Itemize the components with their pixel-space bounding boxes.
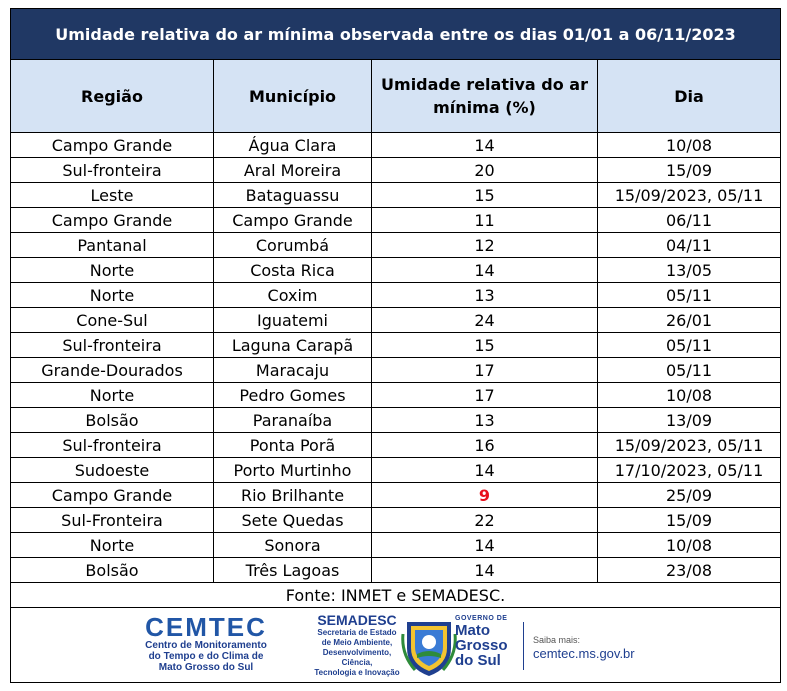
header-regiao: Região	[11, 60, 214, 133]
dia-cell: 13/09	[598, 408, 781, 433]
dia-cell: 26/01	[598, 308, 781, 333]
regiao-cell: Campo Grande	[11, 483, 214, 508]
header-umidade-line2: mínima (%)	[433, 98, 536, 117]
cemtec-name: CEMTEC	[145, 612, 267, 642]
dia-cell: 13/05	[598, 258, 781, 283]
table-row	[11, 233, 781, 258]
municipio-cell: Corumbá	[214, 233, 372, 258]
semadesc-line1: Secretaria de Estado	[317, 628, 397, 637]
municipio-cell: Campo Grande	[214, 208, 372, 233]
umidade-cell: 22	[372, 508, 598, 533]
table-row	[11, 508, 781, 533]
site-url[interactable]: cemtec.ms.gov.br	[533, 646, 635, 661]
umidade-cell: 14	[372, 533, 598, 558]
umidade-cell: 14	[372, 258, 598, 283]
semadesc-line4: Tecnologia e Inovação	[314, 668, 400, 677]
umidade-cell: 12	[372, 233, 598, 258]
regiao-cell: Sudoeste	[11, 458, 214, 483]
dia-cell: 04/11	[598, 233, 781, 258]
semadesc-line2: de Meio Ambiente,	[321, 638, 393, 647]
regiao-cell: Sul-Fronteira	[11, 508, 214, 533]
dia-cell: 05/11	[598, 283, 781, 308]
semadesc-name: SEMADESC	[317, 612, 397, 628]
umidade-cell: 13	[372, 283, 598, 308]
municipio-cell: Costa Rica	[214, 258, 372, 283]
regiao-cell: Norte	[11, 258, 214, 283]
logo-divider	[523, 622, 524, 670]
table-row	[11, 308, 781, 333]
semadesc-logo	[307, 612, 407, 678]
municipio-cell: Três Lagoas	[214, 558, 372, 583]
dia-cell: 10/08	[598, 533, 781, 558]
dia-cell: 15/09/2023, 05/11	[598, 433, 781, 458]
governo-small: GOVERNO DE	[455, 615, 508, 622]
table-row	[11, 133, 781, 158]
regiao-cell: Campo Grande	[11, 133, 214, 158]
regiao-cell: Sul-fronteira	[11, 333, 214, 358]
site-label: Saiba mais:	[533, 635, 581, 645]
municipio-cell: Pedro Gomes	[214, 383, 372, 408]
dia-cell: 25/09	[598, 483, 781, 508]
header-dia: Dia	[598, 60, 781, 133]
dia-cell: 17/10/2023, 05/11	[598, 458, 781, 483]
table-row	[11, 458, 781, 483]
table-row	[11, 258, 781, 283]
umidade-cell: 14	[372, 133, 598, 158]
table-header-row	[11, 60, 781, 133]
dia-cell: 10/08	[598, 133, 781, 158]
governo-line1: Mato	[455, 622, 490, 639]
regiao-cell: Leste	[11, 183, 214, 208]
dia-cell: 05/11	[598, 333, 781, 358]
dia-cell: 23/08	[598, 558, 781, 583]
municipio-cell: Coxim	[214, 283, 372, 308]
dia-cell: 10/08	[598, 383, 781, 408]
table-row	[11, 358, 781, 383]
logo-strip	[11, 608, 781, 683]
cemtec-line2: do Tempo e do Clima de	[148, 651, 264, 662]
humidity-report	[10, 8, 780, 685]
table-row	[11, 158, 781, 183]
table-title: Umidade relativa do ar mínima observada entre os dias 01/01 a 06/11/2023	[11, 9, 781, 60]
regiao-cell: Cone-Sul	[11, 308, 214, 333]
dia-cell: 15/09	[598, 158, 781, 183]
municipio-cell: Bataguassu	[214, 183, 372, 208]
dia-cell: 15/09	[598, 508, 781, 533]
regiao-cell: Campo Grande	[11, 208, 214, 233]
source-note: Fonte: INMET e SEMADESC.	[11, 583, 781, 608]
cemtec-line1: Centro de Monitoramento	[145, 640, 267, 651]
dia-cell: 15/09/2023, 05/11	[598, 183, 781, 208]
table-row	[11, 433, 781, 458]
umidade-cell: 11	[372, 208, 598, 233]
table-row	[11, 533, 781, 558]
state-crest-icon	[401, 614, 457, 678]
table-row	[11, 383, 781, 408]
regiao-cell: Sul-fronteira	[11, 433, 214, 458]
dia-cell: 06/11	[598, 208, 781, 233]
site-info	[533, 634, 635, 661]
semadesc-line3: Desenvolvimento, Ciência,	[322, 648, 392, 667]
table-row	[11, 208, 781, 233]
municipio-cell: Sonora	[214, 533, 372, 558]
municipio-cell: Sete Quedas	[214, 508, 372, 533]
municipio-cell: Aral Moreira	[214, 158, 372, 183]
umidade-cell: 20	[372, 158, 598, 183]
municipio-cell: Rio Brilhante	[214, 483, 372, 508]
regiao-cell: Sul-fronteira	[11, 158, 214, 183]
municipio-cell: Ponta Porã	[214, 433, 372, 458]
table-row	[11, 483, 781, 508]
governo-line3: do Sul	[455, 652, 501, 669]
dia-cell: 05/11	[598, 358, 781, 383]
umidade-cell: 9	[372, 483, 598, 508]
governo-line2: Grosso	[455, 637, 508, 654]
table-row	[11, 408, 781, 433]
regiao-cell: Pantanal	[11, 233, 214, 258]
table-row	[11, 333, 781, 358]
header-municipio: Município	[214, 60, 372, 133]
umidade-cell: 14	[372, 558, 598, 583]
humidity-table	[10, 8, 781, 683]
umidade-cell: 15	[372, 333, 598, 358]
municipio-cell: Porto Murtinho	[214, 458, 372, 483]
regiao-cell: Norte	[11, 533, 214, 558]
regiao-cell: Norte	[11, 283, 214, 308]
governo-logo	[455, 614, 521, 668]
table-row	[11, 183, 781, 208]
umidade-cell: 13	[372, 408, 598, 433]
municipio-cell: Laguna Carapã	[214, 333, 372, 358]
table-body	[11, 133, 781, 583]
cemtec-line3: Mato Grosso do Sul	[158, 662, 254, 673]
municipio-cell: Iguatemi	[214, 308, 372, 333]
regiao-cell: Norte	[11, 383, 214, 408]
umidade-cell: 14	[372, 458, 598, 483]
header-umidade	[372, 60, 598, 133]
umidade-cell: 24	[372, 308, 598, 333]
table-row	[11, 558, 781, 583]
umidade-cell: 15	[372, 183, 598, 208]
table-row	[11, 283, 781, 308]
header-umidade-line1: Umidade relativa do ar	[381, 75, 588, 94]
umidade-cell: 16	[372, 433, 598, 458]
regiao-cell: Bolsão	[11, 408, 214, 433]
source-row	[11, 583, 781, 608]
umidade-cell: 17	[372, 358, 598, 383]
regiao-cell: Grande-Dourados	[11, 358, 214, 383]
regiao-cell: Bolsão	[11, 558, 214, 583]
cemtec-logo	[141, 614, 271, 673]
municipio-cell: Paranaíba	[214, 408, 372, 433]
umidade-cell: 17	[372, 383, 598, 408]
municipio-cell: Maracaju	[214, 358, 372, 383]
municipio-cell: Água Clara	[214, 133, 372, 158]
